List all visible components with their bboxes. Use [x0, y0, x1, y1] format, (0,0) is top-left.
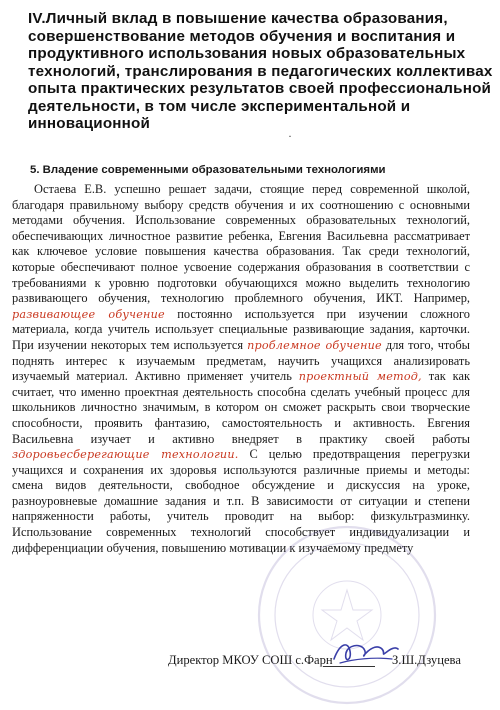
- heading-line: инновационной: [28, 115, 151, 132]
- signatory-name: З.Ш.Дзуцева: [392, 653, 461, 667]
- heading-line: продуктивного использования новых образовательных: [28, 45, 466, 62]
- official-stamp: [252, 520, 442, 710]
- subsection-heading: 5. Владение современными образовательными технологиями: [30, 164, 386, 176]
- heading-line: деятельности, в том числе экспериментальной и: [28, 97, 411, 115]
- body-text: [12, 182, 470, 556]
- signature-block: [168, 647, 488, 677]
- heading-line: технологий, транслирования в педагогических коллективах: [28, 62, 493, 80]
- highlighted-term: развивающее обучение: [12, 307, 165, 321]
- heading-line: опыта практических результатов своей профессиональной: [28, 80, 492, 97]
- stray-mark: ·: [288, 129, 292, 143]
- section-heading: [28, 10, 493, 133]
- signatory-title: Директор МКОУ СОШ с.Фарн: [168, 653, 333, 667]
- handwritten-signature: [330, 637, 400, 669]
- heading-line: IV.Личный вклад в повышение качества образования,: [28, 10, 448, 27]
- highlighted-term: здоровьесберегающие технологии.: [12, 448, 239, 462]
- heading-line: совершенствование методов обучения и воспитания и: [28, 27, 456, 45]
- highlighted-term: проектный метод,: [298, 370, 422, 384]
- highlighted-term: проблемное обучение: [247, 338, 382, 352]
- paragraph: Остаева Е.В. успешно решает задачи, стоящие перед современной школой, благодаря правильному выбору средств обучения и их соотношению с основными методами обучения. Использование современных образовательных технологий, обеспечивающих личностное развитие ребенка, Евгения Васильевна рассматривает как ключевое условие повышения качества образования. Так среди технологий, которые обеспечивают полное усвоение содержания образования в соответствии с требованиями к уровню подготовки обучающихся можно выделить технологию развивающего обучения, технологию проблемного обучения, ИКТ. Например, развивающее обучение постоянно используется при изучении сложного материала, когда учитель использует специальные развивающие задания, карточки. При изучении некоторых тем используется проблемное обучение для того, чтобы поднять интерес к изучаемым предметам, научить учащихся анализировать изучаемый материал. Активно применяет учитель проектный метод, так как считает, что именно проектная деятельность способна сделать учебный процесс для школьников личностно значимым, в котором он сможет раскрыть свои творческие способности, проявить фантазию, самостоятельность и активность. Евгения Васильевна изучает и активно внедряет в практику своей работы здоровьесберегающие технологии. С целью предотвращения перегрузки учащихся и сохранения их здоровья используются различные приемы и методы: смена видов деятельности, свободное обсуждение и дискуссия на уроке, разноуровневые домашние задания и т.п. В зависимости от ситуации и степени напряженности работы, учитель проводит на выбор: физкультразминку. Использование современных технологий способствует индивидуализации и дифференциации обучения, повышению мотивации к изучаемому предмету: [12, 182, 470, 555]
